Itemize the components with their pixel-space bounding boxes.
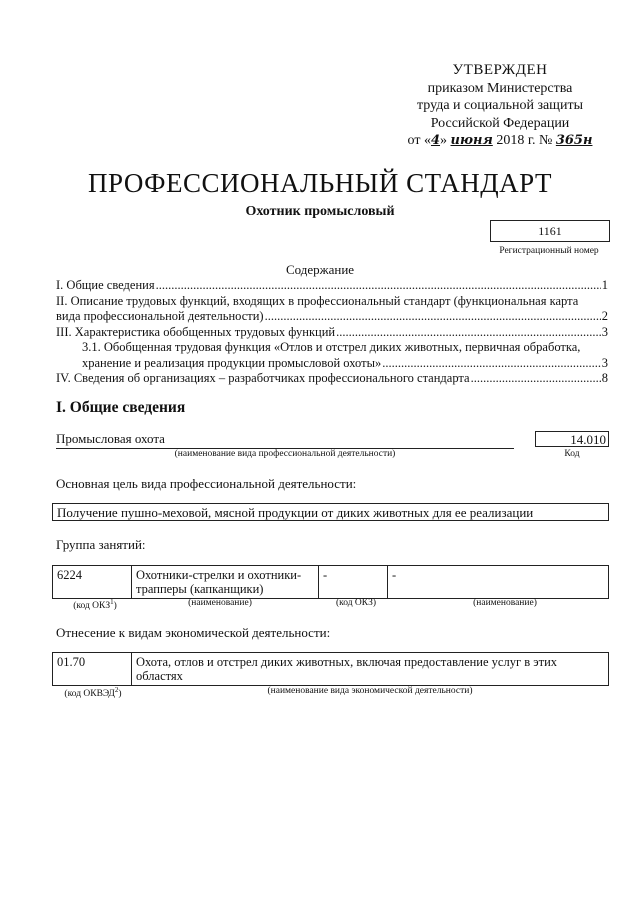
okz-name-caption: (наименование) (188, 598, 252, 608)
order-number: 365н (555, 133, 593, 148)
econ-label: Отнесение к видам экономической деятельности: (56, 625, 331, 640)
registration-number-label: Регистрационный номер (499, 246, 599, 256)
toc-item[interactable]: IV. Сведения об организациях – разработчиках профессионального стандарта ..... 8 (56, 371, 608, 387)
toc-item[interactable]: II. Описание трудовых функций, входящих в профессиональный стандарт (функциональная карта вида профессиональной деятельности) ..... 2 (56, 294, 608, 325)
occupation-group-table (52, 565, 609, 599)
okz-name-2: - (388, 566, 609, 599)
section-heading: I. Общие сведения (56, 399, 186, 416)
goal-label: Основная цель вида профессиональной деятельности: (56, 476, 357, 491)
approval-line-1: приказом Министерства (427, 80, 573, 96)
toc-item[interactable]: I. Общие сведения ..... 1 (56, 278, 608, 294)
okved-name-caption: (наименование вида экономической деятельности) (267, 686, 473, 696)
date-mid: » (440, 133, 451, 148)
econ-activity-table (52, 652, 609, 686)
approval-line-3: Российской Федерации (430, 115, 570, 131)
toc-title: Содержание (285, 262, 355, 277)
okz-code-2-caption: (код ОКЗ) (335, 598, 377, 608)
document-subtitle: Охотник промысловый (245, 204, 395, 219)
approval-title: УТВЕРЖДЕН (452, 62, 548, 78)
registration-number-box: 1161 (490, 220, 610, 242)
okved-code: 01.70 (53, 653, 132, 686)
approval-block (390, 62, 610, 150)
activity-code: 14.010 (535, 431, 609, 447)
table-of-contents (56, 278, 608, 387)
table-row (53, 653, 609, 686)
group-label: Группа занятий: (56, 537, 146, 552)
activity-caption: (наименование вида профессиональной деятельности) (174, 449, 396, 459)
code-caption: Код (564, 449, 580, 459)
okz-code-1: 6224 (53, 566, 132, 599)
date-day: 4 (430, 133, 441, 148)
okz-code-2: - (319, 566, 388, 599)
goal-text: Получение пушно-меховой, мясной продукции от диких животных для ее реализации (52, 503, 609, 521)
date-year: 2018 г. № (492, 133, 556, 148)
document-title: ПРОФЕССИОНАЛЬНЫЙ СТАНДАРТ (87, 168, 553, 198)
date-prefix: от « (407, 133, 431, 148)
okz-code-caption: (код ОКЗ$^1$) (73, 598, 117, 612)
toc-item[interactable]: 3.1. Обобщенная трудовая функция «Отлов и отстрел диких животных, первичная обработка, хранение и реализация продукции промысловой охоты» ..... 3 (56, 340, 608, 371)
okved-name: Охота, отлов и отстрел диких животных, включая предоставление услуг в этих областях (132, 653, 609, 686)
toc-item[interactable]: III. Характеристика обобщенных трудовых функций ..... 3 (56, 325, 608, 341)
okz-name-1: Охотники-стрелки и охотники-трапперы (капканщики) (132, 566, 319, 599)
activity-name: Промысловая охота (56, 431, 514, 449)
date-month: июня (450, 133, 493, 148)
table-row (53, 566, 609, 599)
okved-code-caption: (код ОКВЭД$^2$) (64, 686, 122, 700)
okz-name-2-caption: (наименование) (473, 598, 537, 608)
approval-line-2: труда и социальной защиты (417, 98, 583, 113)
approval-date (390, 132, 610, 150)
